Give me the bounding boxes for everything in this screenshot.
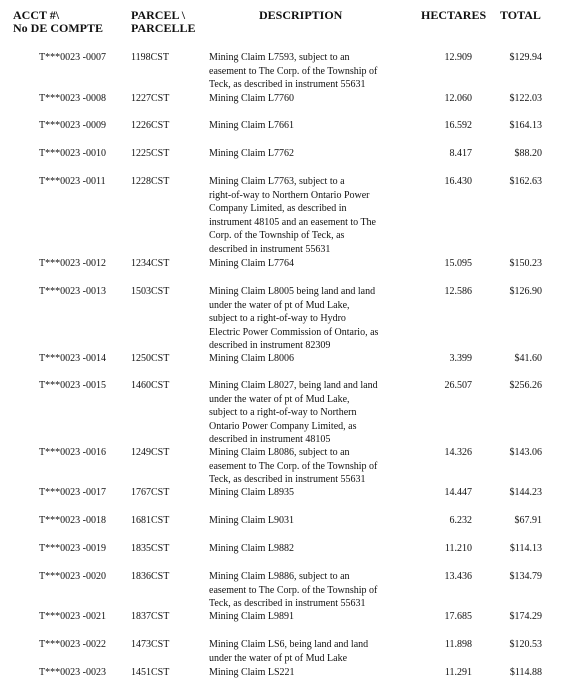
header-description: DESCRIPTION xyxy=(259,8,343,22)
parcel-cell: 1249CST xyxy=(131,447,170,458)
parcel-cell: 1198CST xyxy=(131,52,169,63)
description-line: described in instrument 82309 xyxy=(209,340,331,351)
description-line: subject to a right-of-way to Hydro xyxy=(209,313,346,324)
total-cell: $174.29 xyxy=(509,611,542,622)
acct-cell: T***0023 -0021 xyxy=(39,611,106,622)
hectares-cell: 16.430 xyxy=(444,176,472,187)
header-parcel-line1: PARCEL \ xyxy=(131,8,186,22)
description-cell xyxy=(209,610,405,624)
description-line: Mining Claim L8027, being land and land xyxy=(209,380,378,391)
acct-cell: T***0023 -0019 xyxy=(39,543,106,554)
description-line: under the water of pt of Mud Lake xyxy=(209,652,348,664)
description-line: Corp. of the Township of Teck, as xyxy=(209,230,345,241)
description-cell xyxy=(209,175,405,256)
total-cell: $122.03 xyxy=(509,93,542,104)
description-line: Ontario Power Company Limited, as xyxy=(209,420,357,432)
header-total: TOTAL xyxy=(500,8,541,22)
hectares-cell: 6.232 xyxy=(449,515,472,526)
description-cell xyxy=(209,119,405,133)
acct-cell: T***0023 -0016 xyxy=(39,447,106,458)
total-cell: $164.13 xyxy=(509,120,542,131)
description-line: under the water of pt of Mud Lake, xyxy=(209,393,350,405)
description-line: described in instrument 48105 xyxy=(209,434,331,445)
description-line: Mining Claim L7760 xyxy=(209,93,294,104)
hectares-cell: 15.095 xyxy=(444,258,472,269)
description-cell xyxy=(209,570,405,611)
description-cell xyxy=(209,379,405,447)
description-line: Mining Claim L8935 xyxy=(209,487,294,498)
description-line: easement to The Corp. of the Township of xyxy=(209,65,378,77)
acct-cell: T***0023 -0007 xyxy=(39,52,106,63)
description-cell xyxy=(209,51,405,92)
hectares-cell: 26.507 xyxy=(444,380,472,391)
acct-cell: T***0023 -0015 xyxy=(39,380,106,391)
total-cell: $150.23 xyxy=(509,258,542,269)
hectares-cell: 17.685 xyxy=(444,611,472,622)
total-cell: $162.63 xyxy=(509,176,542,187)
parcel-cell: 1473CST xyxy=(131,639,170,650)
hectares-cell: 16.592 xyxy=(444,120,472,131)
description-cell xyxy=(209,92,405,106)
description-cell xyxy=(209,446,405,487)
parcel-cell: 1227CST xyxy=(131,93,170,104)
acct-cell: T***0023 -0018 xyxy=(39,515,106,526)
description-line: instrument 48105 and an easement to The xyxy=(209,216,376,228)
acct-cell: T***0023 -0012 xyxy=(39,258,106,269)
parcel-cell: 1837CST xyxy=(131,611,170,622)
description-cell xyxy=(209,352,405,366)
description-line: easement to The Corp. of the Township of xyxy=(209,460,378,472)
hectares-cell: 11.898 xyxy=(444,639,472,650)
total-cell: $41.60 xyxy=(514,353,542,364)
description-line: Mining Claim LS221 xyxy=(209,667,295,678)
total-cell: $134.79 xyxy=(509,571,542,582)
header-parcel xyxy=(131,9,195,35)
hectares-cell: 12.586 xyxy=(444,286,472,297)
description-cell xyxy=(209,285,405,353)
header-hectares: HECTARES xyxy=(421,8,487,22)
description-line: right-of-way to Northern Ontario Power xyxy=(209,189,370,201)
total-cell: $256.26 xyxy=(509,380,542,391)
hectares-cell: 13.436 xyxy=(444,571,472,582)
description-line: Mining Claim L9891 xyxy=(209,611,294,622)
parcel-cell: 1451CST xyxy=(131,667,170,678)
acct-cell: T***0023 -0014 xyxy=(39,353,106,364)
total-cell: $120.53 xyxy=(509,639,542,650)
description-line: Mining Claim L9031 xyxy=(209,515,294,526)
description-line: under the water of pt of Mud Lake, xyxy=(209,299,350,311)
parcel-cell: 1225CST xyxy=(131,148,170,159)
acct-cell: T***0023 -0010 xyxy=(39,148,106,159)
description-line: subject to a right-of-way to Northern xyxy=(209,407,357,418)
description-cell xyxy=(209,666,405,680)
description-line: Electric Power Commission of Ontario, as xyxy=(209,326,379,338)
description-cell xyxy=(209,638,405,665)
parcel-cell: 1226CST xyxy=(131,120,170,131)
description-line: Mining Claim L7763, subject to a xyxy=(209,176,345,187)
hectares-cell: 8.417 xyxy=(449,148,472,159)
description-cell xyxy=(209,147,405,161)
hectares-cell: 14.447 xyxy=(444,487,472,498)
header-parcel-line2: PARCELLE xyxy=(131,21,196,35)
acct-cell: T***0023 -0009 xyxy=(39,120,106,131)
parcel-cell: 1681CST xyxy=(131,515,170,526)
parcel-cell: 1234CST xyxy=(131,258,170,269)
hectares-cell: 12.060 xyxy=(444,93,472,104)
description-line: described in instrument 55631 xyxy=(209,243,331,255)
acct-cell: T***0023 -0020 xyxy=(39,571,106,582)
description-cell xyxy=(209,514,405,528)
description-line: Teck, as described in instrument 55631 xyxy=(209,598,366,609)
acct-cell: T***0023 -0008 xyxy=(39,93,106,104)
acct-cell: T***0023 -0017 xyxy=(39,487,106,498)
hectares-cell: 14.326 xyxy=(444,447,472,458)
acct-cell: T***0023 -0013 xyxy=(39,286,106,297)
parcel-cell: 1460CST xyxy=(131,380,170,391)
acct-cell: T***0023 -0022 xyxy=(39,639,106,650)
hectares-cell: 12.909 xyxy=(444,52,472,63)
description-cell xyxy=(209,486,405,500)
description-line: Mining Claim L7762 xyxy=(209,148,294,159)
description-cell xyxy=(209,257,405,271)
total-cell: $143.06 xyxy=(509,447,542,458)
description-line: Mining Claim L8006 xyxy=(209,353,294,364)
description-line: Mining Claim L8086, subject to an xyxy=(209,447,350,458)
total-cell: $126.90 xyxy=(509,286,542,297)
description-line: Teck, as described in instrument 55631 xyxy=(209,79,366,90)
parcel-cell: 1228CST xyxy=(131,176,170,187)
total-cell: $88.20 xyxy=(514,148,542,159)
description-cell xyxy=(209,542,405,556)
total-cell: $144.23 xyxy=(509,487,542,498)
total-cell: $67.91 xyxy=(514,515,542,526)
acct-cell: T***0023 -0023 xyxy=(39,667,106,678)
header-acct xyxy=(13,9,103,35)
description-line: Company Limited, as described in xyxy=(209,203,347,214)
hectares-cell: 3.399 xyxy=(449,353,472,364)
hectares-cell: 11.210 xyxy=(444,543,472,554)
parcel-cell: 1836CST xyxy=(131,571,170,582)
parcel-cell: 1250CST xyxy=(131,353,170,364)
description-line: Mining Claim L8005 being land and land xyxy=(209,286,376,297)
parcel-cell: 1503CST xyxy=(131,286,170,297)
total-cell: $129.94 xyxy=(509,52,542,63)
description-line: Mining Claim L9886, subject to an xyxy=(209,571,350,582)
description-line: Teck, as described in instrument 55631 xyxy=(209,474,366,485)
parcel-cell: 1767CST xyxy=(131,487,170,498)
description-line: Mining Claim LS6, being land and land xyxy=(209,639,369,650)
hectares-cell: 11.291 xyxy=(444,667,472,678)
header-acct-line2: No DE COMPTE xyxy=(13,21,103,35)
total-cell: $114.13 xyxy=(509,543,542,554)
description-line: Mining Claim L9882 xyxy=(209,543,294,554)
header-acct-line1: ACCT #\ xyxy=(13,8,60,22)
total-cell: $114.88 xyxy=(509,667,542,678)
description-line: Mining Claim L7593, subject to an xyxy=(209,52,350,63)
description-line: easement to The Corp. of the Township of xyxy=(209,584,378,596)
description-line: Mining Claim L7661 xyxy=(209,120,294,131)
acct-cell: T***0023 -0011 xyxy=(39,176,106,187)
description-line: Mining Claim L7764 xyxy=(209,258,294,269)
parcel-cell: 1835CST xyxy=(131,543,170,554)
